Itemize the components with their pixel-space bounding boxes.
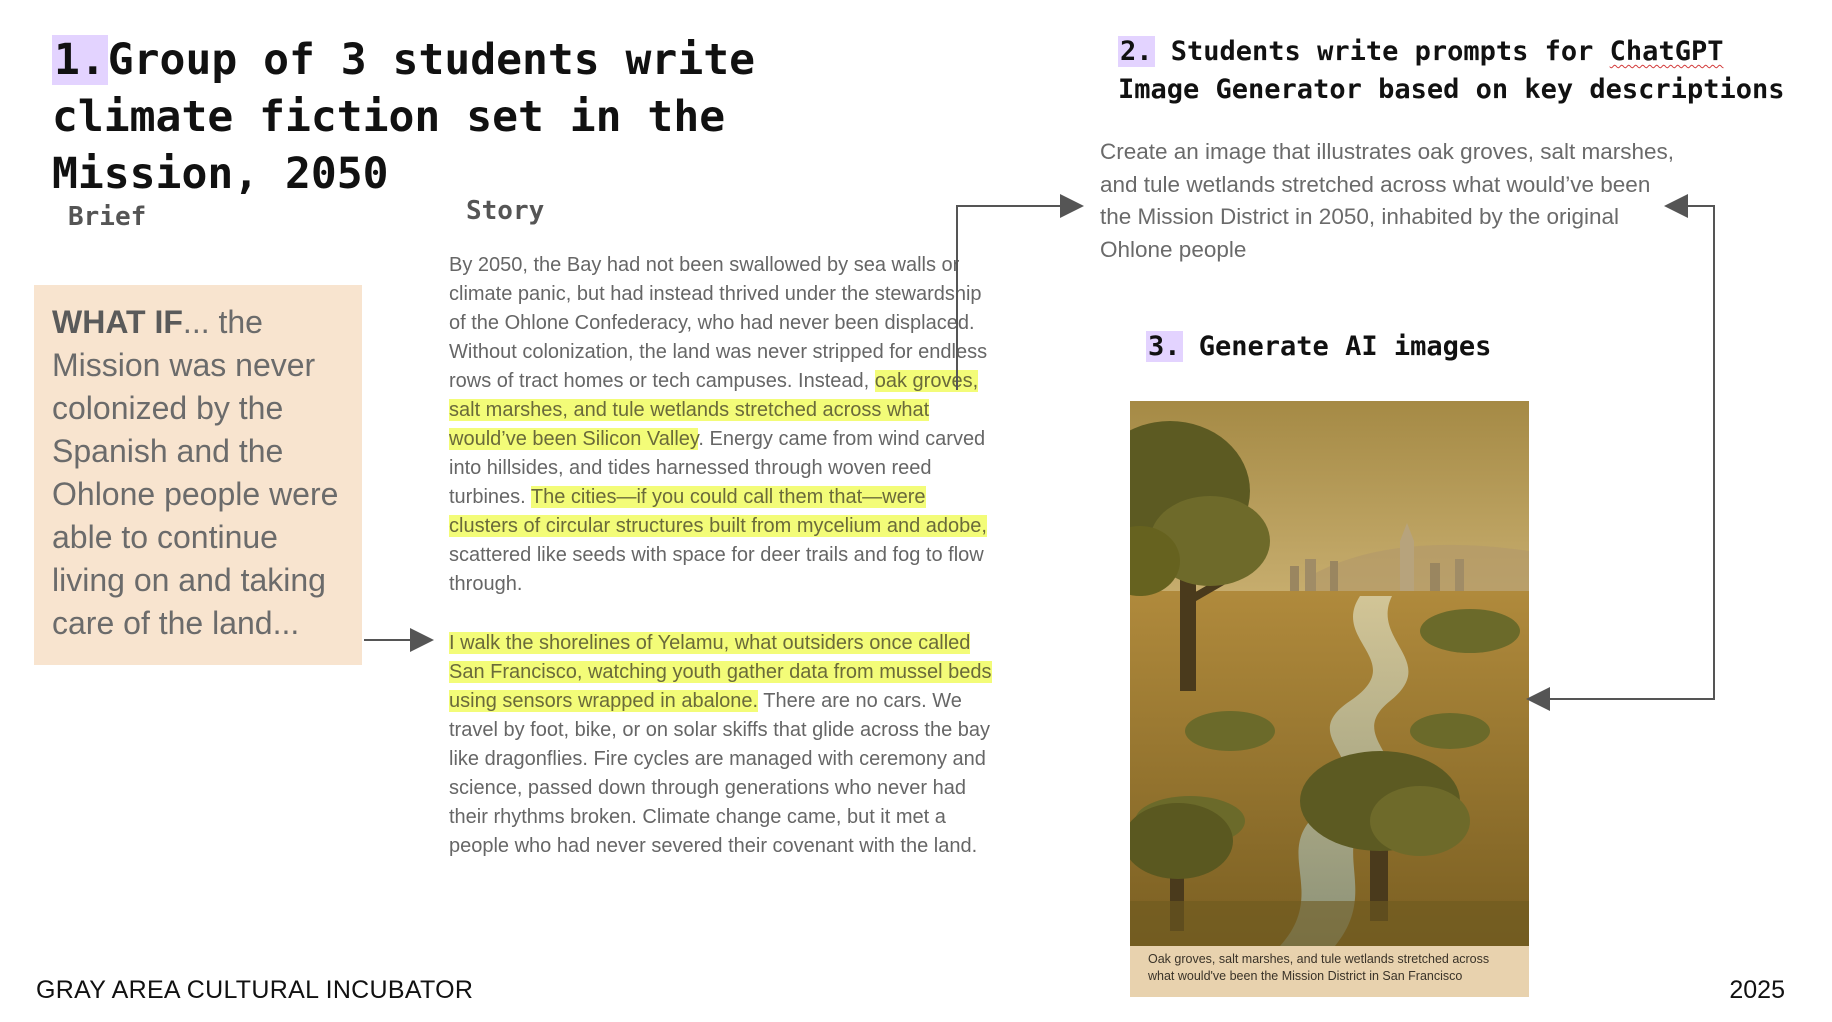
brief-body: ... the Mission was never colonized by the Spanish and the Ohlone people were able to continue living on and taking care of the land...: [52, 304, 339, 641]
step-title-run: Generate AI images: [1182, 331, 1492, 362]
brief-box: [34, 285, 362, 665]
story-text-run: . Energy came from wind carved into hillsides, and tides harnessed through woven reed turbines.: [449, 428, 986, 508]
generated-landscape-image: [1130, 401, 1529, 946]
step-number: 3.: [1148, 331, 1181, 362]
story-label: Story: [466, 196, 545, 226]
step-title: Group of 3 students write climate fiction set in the Mission, 2050: [52, 35, 755, 199]
footer-organization: GRAY AREA CULTURAL INCUBATOR: [36, 976, 474, 1004]
step-3-title: [1146, 331, 1491, 362]
story-highlight: The cities—if you could call them that—were clusters of circular structures built from mycelium and adobe,: [449, 486, 987, 537]
step-title-run: Image Generator based on key descriptions: [1118, 74, 1785, 105]
story-text: [449, 251, 999, 891]
step-number: 1.: [54, 35, 106, 85]
story-paragraph-1: [449, 251, 999, 599]
story-text-run: scattered like seeds with space for deer trails and fog to flow through.: [449, 544, 984, 595]
image-caption: Oak groves, salt marshes, and tule wetlands stretched across what would've been the Mission District in San Francisco: [1148, 952, 1490, 983]
brief-lead: WHAT IF: [52, 304, 183, 340]
story-paragraph-2: [449, 629, 999, 861]
image-prompt: Create an image that illustrates oak groves, salt marshes, and tule wetlands stretched across what would’ve been the Mission District in 2050, inhabited by the original Ohlone people: [1100, 139, 1675, 262]
story-highlight: oak groves, salt marshes, and tule wetlands stretched across what would’ve been Silicon Valley: [449, 370, 979, 450]
story-highlight: I walk the shorelines of Yelamu, what outsiders once called San Francisco, watching youth gather data from mussel beds using sensors wrapped in abalone.: [449, 632, 992, 712]
story-text-run: By 2050, the Bay had not been swallowed by sea walls or climate panic, but had instead thrived under the stewardship of the Ohlone Confederacy, who had never been displaced. Without colonization, the land was never stripped for endless rows of tract homes or tech campuses. Instead,: [449, 254, 988, 392]
step-number: 2.: [1120, 36, 1153, 67]
step-2-title: [1118, 33, 1818, 109]
footer-year: 2025: [1729, 976, 1785, 1004]
story-text-run: There are no cars. We travel by foot, bike, or on solar skiffs that glide across the bay like dragonflies. Fire cycles are managed with ceremony and science, passed down through generations who never had their rhythms broken. Climate change came, but it met a people who had never severed their covenant with the land.: [449, 690, 991, 857]
generated-image-card: [1130, 401, 1529, 997]
prompt-to-image-arrow: [1530, 206, 1714, 699]
brief-text: [52, 301, 344, 645]
brief-label: Brief: [68, 202, 147, 232]
product-name: ChatGPT: [1609, 36, 1724, 67]
step-title-run: Students write prompts for: [1154, 36, 1610, 67]
page-title: [52, 32, 912, 203]
